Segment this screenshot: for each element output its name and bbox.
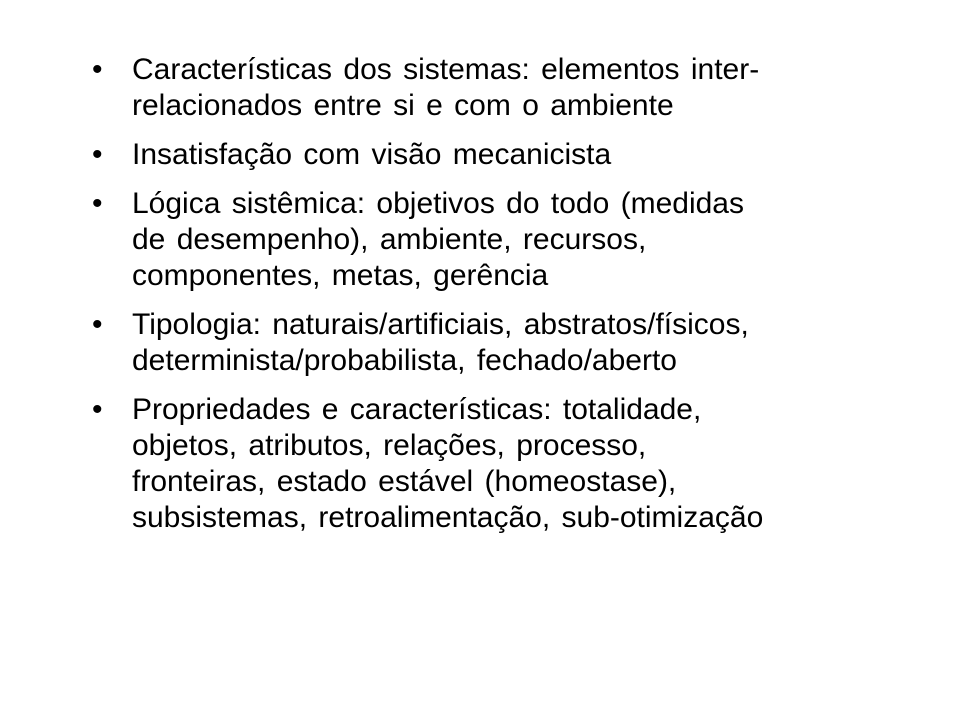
bullet-text [132, 392, 922, 536]
bullet-icon: • [92, 53, 103, 86]
bullet-line: Características dos sistemas: elementos inter- [132, 53, 760, 86]
bullet-item-propriedades [92, 392, 922, 536]
bullet-line: relacionados entre si e com o ambiente [132, 89, 674, 122]
bullet-line: fronteiras, estado estável (homeostase), [132, 465, 677, 498]
bullet-icon: • [92, 138, 103, 171]
bullet-item-tipologia [92, 307, 922, 379]
bullet-text [132, 186, 922, 294]
bullet-item-caracteristicas [92, 52, 922, 124]
bullet-item-insatisfacao [92, 137, 922, 173]
bullet-text [132, 307, 922, 379]
bullet-text [132, 52, 922, 124]
bullet-line: determinista/probabilista, fechado/aberto [132, 344, 677, 377]
bullet-line: objetos, atributos, relações, processo, [132, 429, 647, 462]
bullet-icon: • [92, 187, 103, 220]
bullet-line: componentes, metas, gerência [132, 259, 549, 292]
bullet-text [132, 137, 922, 173]
bullet-icon: • [92, 393, 103, 426]
bullet-line: Lógica sistêmica: objetivos do todo (medidas [132, 187, 744, 220]
bullet-list [92, 52, 922, 549]
bullet-line: Tipologia: naturais/artificiais, abstratos/físicos, [132, 308, 749, 341]
bullet-item-logica [92, 186, 922, 294]
bullet-line: Insatisfação com visão mecanicista [132, 138, 612, 171]
bullet-icon: • [92, 308, 103, 341]
bullet-line: Propriedades e características: totalidade, [132, 393, 702, 426]
bullet-line: de desempenho), ambiente, recursos, [132, 223, 647, 256]
bullet-line: subsistemas, retroalimentação, sub-otimização [132, 501, 764, 534]
